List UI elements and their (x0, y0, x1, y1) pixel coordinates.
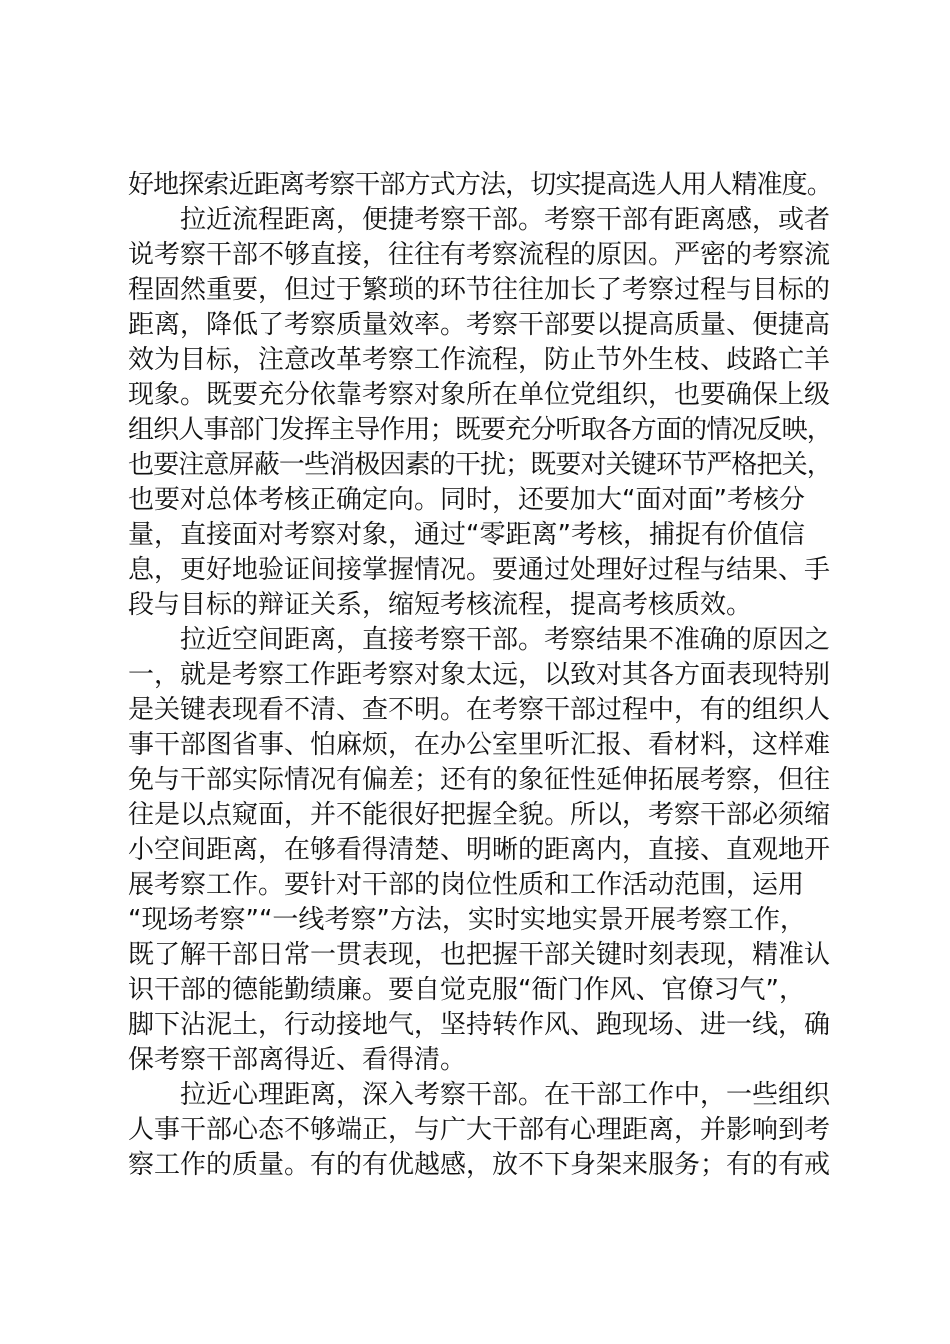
paragraph-start-line: 拉近心理距离，深入考察干部。在干部工作中，一些组织 (128, 1080, 831, 1110)
paragraph-start-line: 拉近空间距离，直接考察干部。考察结果不准确的原因之 (128, 625, 831, 655)
text-line: 量，直接面对考察对象，通过“零距离”考核，捕捉有价值信 (128, 520, 805, 550)
text-line: 小空间距离，在够看得清楚、明晰的距离内，直接、直观地开 (128, 835, 831, 865)
text-line: 距离，降低了考察质量效率。考察干部要以提高质量、便捷高 (128, 310, 831, 340)
text-line: 效为目标，注意改革考察工作流程，防止节外生枝、歧路亡羊 (128, 345, 831, 375)
text-line: 也要对总体考核正确定向。同时，还要加大“面对面”考核分 (128, 485, 805, 515)
paragraph-start-line: 拉近流程距离，便捷考察干部。考察干部有距离感，或者 (128, 205, 831, 235)
text-line: 说考察干部不够直接，往往有考察流程的原因。严密的考察流 (128, 240, 831, 270)
text-line: 也要注意屏蔽一些消极因素的干扰；既要对关键环节严格把关， (128, 450, 832, 480)
text-line: 一，就是考察工作距考察对象太远，以致对其各方面表现特别 (128, 660, 831, 690)
text-line: 既了解干部日常一贯表现，也把握干部关键时刻表现，精准认 (128, 940, 831, 970)
text-line: 保考察干部离得近、看得清。 (128, 1045, 467, 1075)
text-line: 息，更好地验证间接掌握情况。要通过处理好过程与结果、手 (128, 555, 831, 585)
text-line: 是关键表现看不清、查不明。在考察干部过程中，有的组织人 (128, 695, 831, 725)
text-line: 好地探索近距离考察干部方式方法，切实提高选人用人精准度。 (128, 170, 832, 200)
text-line: 现象。既要充分依靠考察对象所在单位党组织，也要确保上级 (128, 380, 831, 410)
text-line: 人事干部心态不够端正，与广大干部有心理距离，并影响到考 (128, 1115, 831, 1145)
text-line: 识干部的德能勤绩廉。要自觉克服“衙门作风、官僚习气”， (128, 975, 805, 1005)
text-line: “现场考察”“一线考察”方法，实时实地实景开展考察工作， (128, 905, 806, 935)
text-line: 程固然重要，但过于繁琐的环节往往加长了考察过程与目标的 (128, 275, 831, 305)
text-line: 组织人事部门发挥主导作用；既要充分听取各方面的情况反映， (128, 415, 832, 445)
text-line: 脚下沾泥土，行动接地气，坚持转作风、跑现场、进一线，确 (128, 1010, 831, 1040)
text-line: 免与干部实际情况有偏差；还有的象征性延伸拓展考察，但往 (128, 765, 831, 795)
text-line: 展考察工作。要针对干部的岗位性质和工作活动范围，运用 (128, 870, 805, 900)
text-line: 事干部图省事、怕麻烦，在办公室里听汇报、看材料，这样难 (128, 730, 831, 760)
text-line: 察工作的质量。有的有优越感，放不下身架来服务；有的有戒 (128, 1150, 831, 1180)
text-line: 往是以点窥面，并不能很好把握全貌。所以，考察干部必须缩 (128, 800, 831, 830)
text-line: 段与目标的辩证关系，缩短考核流程，提高考核质效。 (128, 590, 753, 620)
